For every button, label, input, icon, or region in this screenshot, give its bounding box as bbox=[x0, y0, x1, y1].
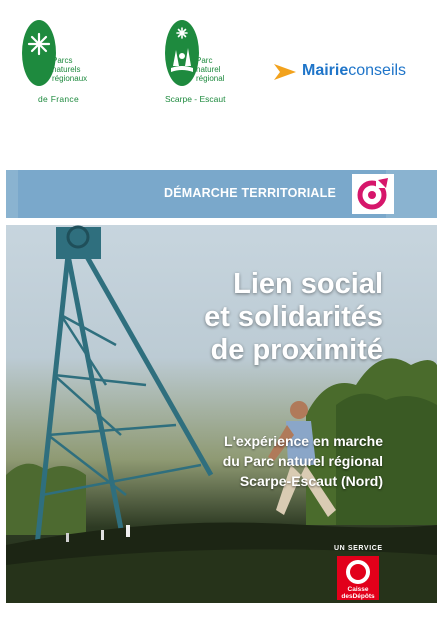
mairie-conseils-wordmark: Mairieconseils bbox=[302, 62, 407, 79]
section-banner bbox=[6, 170, 437, 218]
pnr-oval-icon bbox=[22, 20, 56, 86]
cover-subline: L'expérience en marche du Parc naturel régional Scarpe-Escaut (Nord) bbox=[222, 433, 383, 489]
scarpe-escaut-emblem-icon bbox=[165, 20, 199, 86]
pnr-france-logo bbox=[22, 20, 102, 110]
demarche-circle-arrow-icon bbox=[352, 174, 394, 214]
pnr-scarpe-escaut-logo bbox=[165, 20, 245, 110]
mairie-conseils-logo bbox=[272, 62, 407, 82]
caisse-des-depots-logo bbox=[337, 556, 379, 600]
scarpe-escaut-footer: Scarpe - Escaut bbox=[165, 94, 226, 104]
cdc-wordmark: Caisse desDépôts bbox=[341, 586, 375, 600]
mairie-conseils-arrow-icon bbox=[272, 62, 300, 82]
banner-label: DÉMARCHE TERRITORIALE bbox=[163, 186, 336, 200]
pnr-france-footer: de France bbox=[38, 94, 79, 104]
service-label: UN SERVICE bbox=[334, 545, 383, 552]
pnr-france-text: Parcs naturels régionaux bbox=[52, 56, 88, 83]
banner-inner bbox=[18, 170, 386, 218]
cdc-seal-icon bbox=[346, 560, 370, 584]
cover-photo bbox=[6, 225, 437, 603]
scarpe-escaut-text: Parc naturel régional bbox=[196, 56, 225, 83]
cover-headline: Lien social et solidarités de proximité bbox=[204, 268, 383, 366]
